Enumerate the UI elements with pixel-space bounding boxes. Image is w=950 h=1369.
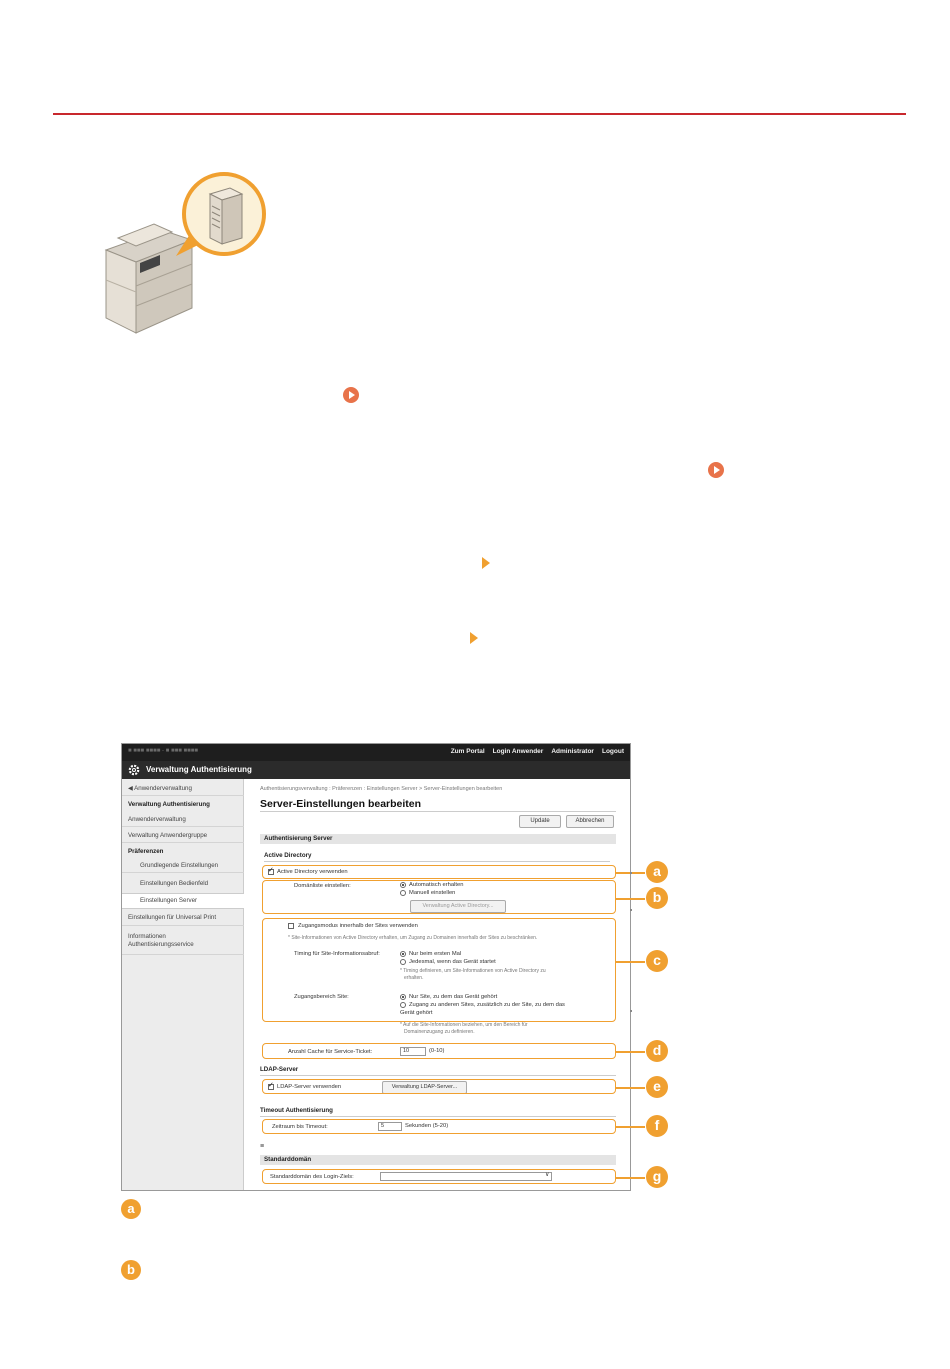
default-domain-header: Standarddomän: [260, 1155, 616, 1165]
callout-d: d: [646, 1040, 668, 1062]
update-button[interactable]: Update: [519, 815, 561, 828]
sidebar-item-auth-management[interactable]: Verwaltung Authentisierung: [128, 801, 210, 808]
range-other-sites-label: Zugang zu anderen Sites, zusätzlich zu der Site, zu dem das: [409, 1002, 565, 1008]
use-active-directory-label: Active Directory verwenden: [277, 869, 348, 875]
sidebar-item-server-settings[interactable]: Einstellungen Server: [122, 893, 244, 909]
default-domain-label: Standarddomän des Login-Ziels:: [270, 1174, 354, 1180]
timing-note-1: * Timing definieren, um Site-Informationen von Active Directory zu: [400, 968, 546, 974]
legend-badge-b: b: [121, 1260, 141, 1280]
settings-screenshot: [121, 743, 631, 1191]
domain-list-label: Domänliste einstellen:: [294, 883, 351, 889]
sidebar-item-preferences[interactable]: Präferenzen: [128, 848, 164, 855]
highlight-d: [262, 1043, 616, 1059]
highlight-b: [262, 880, 616, 914]
cache-label: Anzahl Cache für Service-Ticket:: [288, 1049, 373, 1055]
callout-g: g: [646, 1166, 668, 1188]
site-range-label: Zugangsbereich Site:: [294, 994, 349, 1000]
range-other-sites-label-cont: Gerät gehört: [400, 1010, 433, 1016]
separator-icon: ≡: [260, 1143, 265, 1150]
link-arrow-icon-4[interactable]: [470, 632, 478, 644]
sidebar: [122, 779, 244, 1191]
range-note-1: * Auf die Site-Informationen beziehen, um den Bereich für: [400, 1022, 528, 1028]
app-title: Verwaltung Authentisierung: [146, 765, 252, 774]
header-rule: [53, 113, 906, 115]
highlight-a: [262, 865, 616, 879]
range-note-2: Domainenzugang zu definieren.: [404, 1029, 475, 1035]
timing-first-label: Nur beim ersten Mal: [409, 951, 462, 957]
auth-server-header: Authentisierung Server: [260, 834, 616, 844]
login-user-link[interactable]: Login Anwender: [492, 748, 544, 755]
sidebar-item-back[interactable]: ◀ Anwenderverwaltung: [128, 785, 192, 792]
timing-label: Timing für Site-Informationsabruf:: [294, 951, 380, 957]
legend-badge-a: a: [121, 1199, 141, 1219]
link-arrow-icon-2[interactable]: [708, 462, 724, 478]
sidebar-item-universal-print[interactable]: Einstellungen für Universal Print: [128, 914, 217, 921]
domain-auto-label: Automatisch erhalten: [409, 882, 464, 888]
timeout-input[interactable]: 5: [378, 1122, 402, 1131]
cache-input[interactable]: 10: [400, 1047, 426, 1056]
main-content: [254, 779, 624, 1191]
cancel-button[interactable]: Abbrechen: [566, 815, 614, 828]
callout-b: b: [646, 887, 668, 909]
portal-link[interactable]: Zum Portal: [450, 748, 485, 755]
link-arrow-icon-1[interactable]: [343, 387, 359, 403]
callout-c: c: [646, 950, 668, 972]
printer-server-illustration: [92, 168, 272, 353]
timeout-header: Timeout Authentisierung: [260, 1107, 333, 1114]
breadcrumb: Authentisierungsverwaltung : Präferenzen : Einstellungen Server > Server-Einstellungen bearbeiten: [260, 786, 503, 792]
highlight-e: [262, 1079, 616, 1094]
timeout-label: Zeitraum bis Timeout:: [272, 1124, 328, 1130]
highlight-c: [262, 918, 616, 1022]
active-directory-header: Active Directory: [264, 852, 312, 859]
highlight-f: [262, 1119, 616, 1134]
sidebar-item-user-management[interactable]: Anwenderverwaltung: [128, 816, 186, 823]
timing-every-start-label: Jedesmal, wenn das Gerät startet: [409, 959, 496, 965]
callout-e: e: [646, 1076, 668, 1098]
ldap-header: LDAP-Server: [260, 1066, 299, 1073]
sites-note: * Site-Informationen von Active Directory erhalten, um Zugang zu Domainen innerhalb der Sites zu beschränken.: [288, 935, 538, 941]
administrator-link[interactable]: Administrator: [551, 748, 594, 755]
cache-range: (0-10): [429, 1048, 445, 1054]
domain-manual-label: Manuell einstellen: [409, 890, 456, 896]
range-own-site-label: Nur Site, zu dem das Gerät gehört: [409, 994, 498, 1000]
chevron-down-icon[interactable]: ∨: [545, 1172, 550, 1178]
manage-ldap-button[interactable]: Verwaltung LDAP-Server...: [382, 1081, 467, 1094]
sidebar-item-panel-settings[interactable]: Einstellungen Bedienfeld: [140, 880, 209, 887]
app-title-bar: [122, 761, 630, 779]
sidebar-item-group-management[interactable]: Verwaltung Anwendergruppe: [128, 832, 208, 839]
callout-a: a: [646, 861, 668, 883]
logout-link[interactable]: Logout: [601, 748, 624, 755]
top-links: [451, 748, 624, 755]
link-arrow-icon-3[interactable]: [482, 557, 490, 569]
timeout-unit: Sekunden (5-20): [405, 1123, 449, 1129]
use-ldap-label: LDAP-Server verwenden: [277, 1084, 342, 1090]
top-bar: [122, 744, 630, 761]
device-info: ■ ■■■ ■■■■ - ■ ■■■ ■■■■: [128, 748, 198, 754]
gear-icon: [128, 764, 140, 776]
use-sites-label: Zugangsmodus innerhalb der Sites verwenden: [298, 923, 418, 929]
sidebar-item-basic-settings[interactable]: Grundlegende Einstellungen: [140, 862, 219, 869]
callout-f: f: [646, 1115, 668, 1137]
timing-note-2: erhalten.: [404, 975, 424, 981]
highlight-g: [262, 1169, 616, 1184]
sidebar-item-auth-service-info[interactable]: Informationen Authentisierungsservice: [128, 933, 194, 948]
manage-active-directory-button[interactable]: Verwaltung Active Directory...: [410, 900, 506, 913]
page-title: Server-Einstellungen bearbeiten: [260, 798, 422, 810]
